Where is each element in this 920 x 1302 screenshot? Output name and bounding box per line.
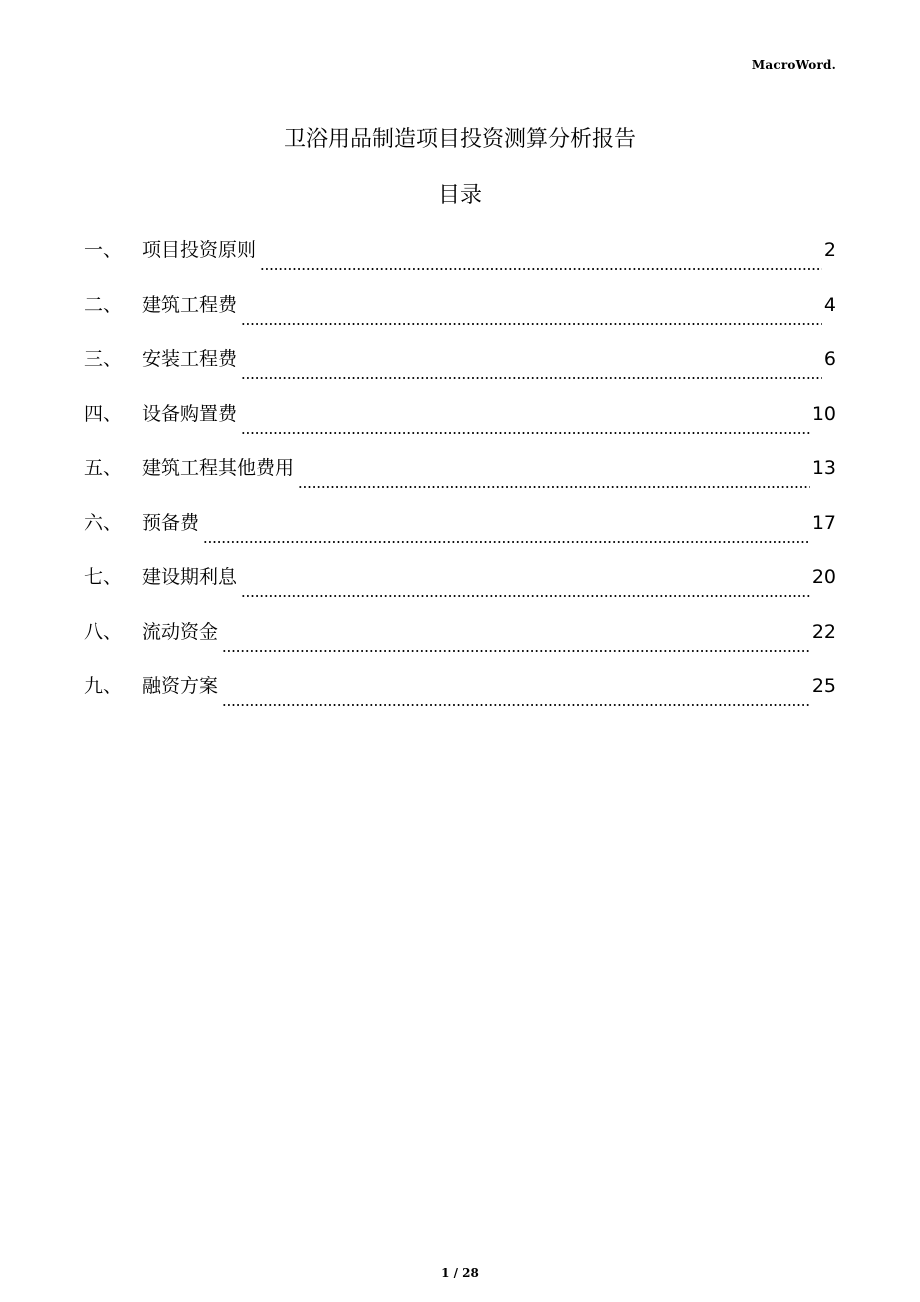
toc-entry-number: 八、 <box>84 620 123 643</box>
document-title: 卫浴用品制造项目投资测算分析报告 <box>283 127 636 152</box>
toc-entry-label: 安装工程费 <box>142 348 238 370</box>
toc-entry[interactable] <box>84 509 836 564</box>
toc-entry-label: 流动资金 <box>142 620 219 643</box>
toc-dot-leader <box>241 595 810 597</box>
table-of-contents <box>84 236 836 727</box>
toc-entry-page: 20 <box>811 566 836 588</box>
toc-entry-page: 2 <box>823 239 836 261</box>
toc-entry[interactable] <box>84 618 836 673</box>
toc-entry-number: 六、 <box>84 511 123 534</box>
toc-entry-page: 13 <box>811 457 836 479</box>
toc-dot-leader <box>260 268 822 270</box>
toc-entry-label: 建设期利息 <box>142 566 238 588</box>
toc-entry[interactable] <box>84 672 836 727</box>
toc-entry-label: 建筑工程费 <box>142 293 238 316</box>
toc-entry[interactable] <box>84 291 836 346</box>
toc-entry-number: 九、 <box>84 675 123 697</box>
toc-entry-label: 预备费 <box>142 511 200 534</box>
toc-entry-number: 五、 <box>84 457 123 479</box>
toc-dot-leader <box>222 650 810 652</box>
toc-entry-label: 设备购置费 <box>142 402 238 425</box>
toc-entry[interactable] <box>84 236 836 291</box>
toc-entry[interactable] <box>84 454 836 509</box>
header-brand: MacroWord. <box>751 58 836 72</box>
toc-dot-leader <box>203 541 810 543</box>
toc-entry-page: 10 <box>811 402 836 425</box>
toc-entry-page: 6 <box>823 348 836 370</box>
toc-dot-leader <box>222 704 810 706</box>
toc-entry[interactable] <box>84 400 836 455</box>
toc-heading: 目录 <box>437 183 482 208</box>
toc-entry-number: 三、 <box>84 348 123 370</box>
toc-entry-page: 22 <box>811 620 836 643</box>
toc-dot-leader <box>241 377 822 379</box>
page-indicator: 1 / 28 <box>441 1266 479 1280</box>
toc-dot-leader <box>298 486 810 488</box>
toc-entry[interactable] <box>84 563 836 618</box>
toc-dot-leader <box>241 432 810 434</box>
toc-entry-number: 七、 <box>84 566 123 588</box>
toc-dot-leader <box>241 323 822 325</box>
toc-entry-page: 4 <box>823 293 836 316</box>
toc-entry-label: 项目投资原则 <box>142 239 257 261</box>
toc-entry-page: 17 <box>811 511 836 534</box>
toc-entry-label: 建筑工程其他费用 <box>142 457 295 479</box>
toc-entry-number: 四、 <box>84 402 123 425</box>
toc-entry-page: 25 <box>811 675 836 697</box>
toc-entry-number: 一、 <box>84 239 123 261</box>
toc-entry-number: 二、 <box>84 293 123 316</box>
toc-entry-label: 融资方案 <box>142 675 219 697</box>
toc-entry[interactable] <box>84 345 836 400</box>
